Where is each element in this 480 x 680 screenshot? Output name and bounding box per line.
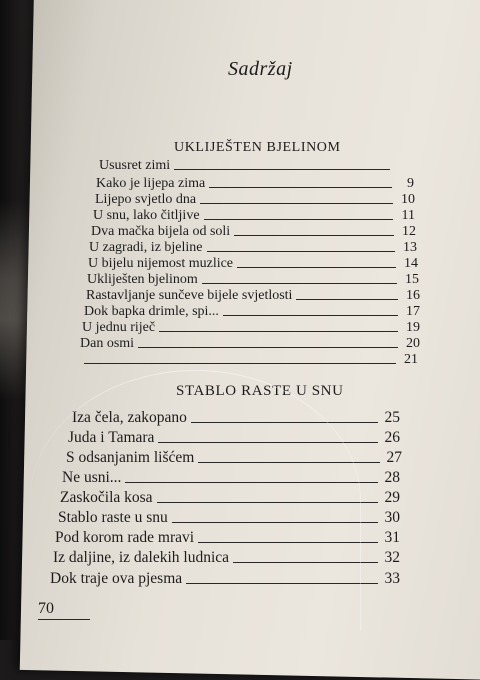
toc-entry-title: U bijelu nijemost muzlice [88, 256, 234, 271]
toc-entry-page: 10 [401, 192, 415, 207]
page-number-rule [38, 619, 90, 620]
toc-entry [96, 176, 414, 192]
section-heading-2: STABLO RASTE U SNU [176, 383, 344, 399]
toc-entry-title: Zaskočila kosa [60, 489, 153, 506]
toc-entry-title: Stablo raste u snu [58, 509, 168, 526]
toc-entry-title: Dok traje ova pjesma [50, 570, 183, 587]
toc-entry-title: Juda i Tamara [68, 429, 155, 446]
toc-entry [80, 352, 418, 368]
toc-leader-line [237, 267, 396, 268]
toc-entry [58, 509, 400, 527]
toc-entry-page: 20 [406, 336, 420, 351]
toc-entry-page: 19 [406, 320, 420, 335]
toc-entry-page: 27 [386, 449, 402, 466]
toc-leader-line [159, 331, 398, 332]
toc-entry-page: 12 [402, 224, 416, 239]
toc-entry [91, 224, 416, 240]
toc-entry-page: 13 [403, 240, 417, 255]
toc-entry [88, 256, 418, 272]
toc-entry [72, 409, 400, 427]
toc-entry-page: 29 [384, 489, 400, 506]
toc-entry-title: U jednu riječ [82, 320, 156, 335]
toc-entry [89, 240, 417, 256]
toc-leader-line [125, 482, 378, 483]
toc-entry-title: Ususret zimi [99, 158, 171, 173]
toc-leader-line [204, 219, 393, 220]
toc-leader-line [84, 363, 396, 364]
toc-entry [95, 192, 415, 208]
toc-entry [80, 336, 420, 352]
toc-entry-page: 15 [405, 272, 419, 287]
toc-entry [68, 429, 400, 447]
toc-leader-line [138, 347, 398, 348]
toc-entry-title: Kako je lijepa zima [96, 176, 206, 191]
toc-entry [50, 570, 400, 588]
toc-entry [93, 208, 415, 224]
toc-entry-page: 26 [384, 429, 400, 446]
toc-entry-title: S odsanjanim lišćem [66, 449, 195, 466]
toc-entry-page: 14 [404, 256, 418, 271]
toc-leader-line [200, 203, 393, 204]
toc-entry-page: 25 [384, 409, 400, 426]
toc-entry-title: Pod korom rade mravi [55, 529, 195, 546]
toc-entry-title: Dan osmi [80, 336, 135, 351]
toc-leader-line [209, 187, 392, 188]
toc-entry [66, 449, 402, 467]
toc-entry-page: 30 [384, 509, 400, 526]
toc-entry-title: Dva mačka bijela od soli [91, 224, 231, 239]
toc-entry-title: U zagradi, iz bjeline [89, 240, 203, 255]
page-number: 70 [38, 600, 54, 617]
toc-entry-page: 33 [384, 570, 400, 587]
toc-entry-page: 21 [404, 352, 418, 367]
toc-leader-line [198, 462, 380, 463]
toc-entry-title: Lijepo svjetlo dna [95, 192, 197, 207]
toc-entry-title: Rastavljanje sunčeve bijele svjetlosti [86, 288, 293, 303]
toc-leader-line [157, 502, 378, 503]
toc-entry-title: Ukliješten bjelinom [87, 272, 198, 287]
toc-entry-page: 11 [401, 208, 415, 223]
toc-entry-title: Ne usni... [62, 469, 122, 486]
toc-entry [99, 158, 412, 174]
toc-leader-line [296, 299, 398, 300]
toc-leader-line [234, 235, 394, 236]
toc-entry [82, 320, 420, 336]
toc-leader-line [186, 583, 378, 584]
toc-leader-line [191, 422, 378, 423]
toc-entry-title: Dok bapka drimle, spi... [84, 304, 219, 319]
toc-leader-line [172, 522, 378, 523]
toc-entry-title: U snu, lako čitljive [93, 208, 200, 223]
toc-entry [86, 288, 420, 304]
toc-entry-page: 16 [406, 288, 420, 303]
toc-leader-line [198, 542, 378, 543]
toc-entry-page: 32 [384, 549, 400, 566]
toc-entry-page: 28 [384, 469, 400, 486]
toc-entry [53, 549, 400, 567]
toc-entry-page: 9 [407, 176, 414, 191]
toc-leader-line [202, 283, 397, 284]
toc-entry [60, 489, 400, 507]
toc-entry [55, 529, 400, 547]
page-title: Sadržaj [228, 58, 293, 80]
toc-leader-line [158, 442, 378, 443]
toc-entry-page: 17 [406, 304, 420, 319]
section-heading-1: UKLIJEŠTEN BJELINOM [174, 140, 341, 155]
toc-leader-line [207, 251, 395, 252]
toc-entry-title: Iz daljine, iz dalekih ludnica [53, 549, 230, 566]
toc-leader-line [223, 315, 398, 316]
toc-entry-title: Iza čela, zakopano [72, 409, 187, 426]
toc-entry [87, 272, 419, 288]
toc-leader-line [174, 169, 390, 170]
toc-leader-line [233, 562, 378, 563]
toc-entry [62, 469, 400, 487]
toc-entry-page: 31 [384, 529, 400, 546]
toc-entry [84, 304, 420, 320]
